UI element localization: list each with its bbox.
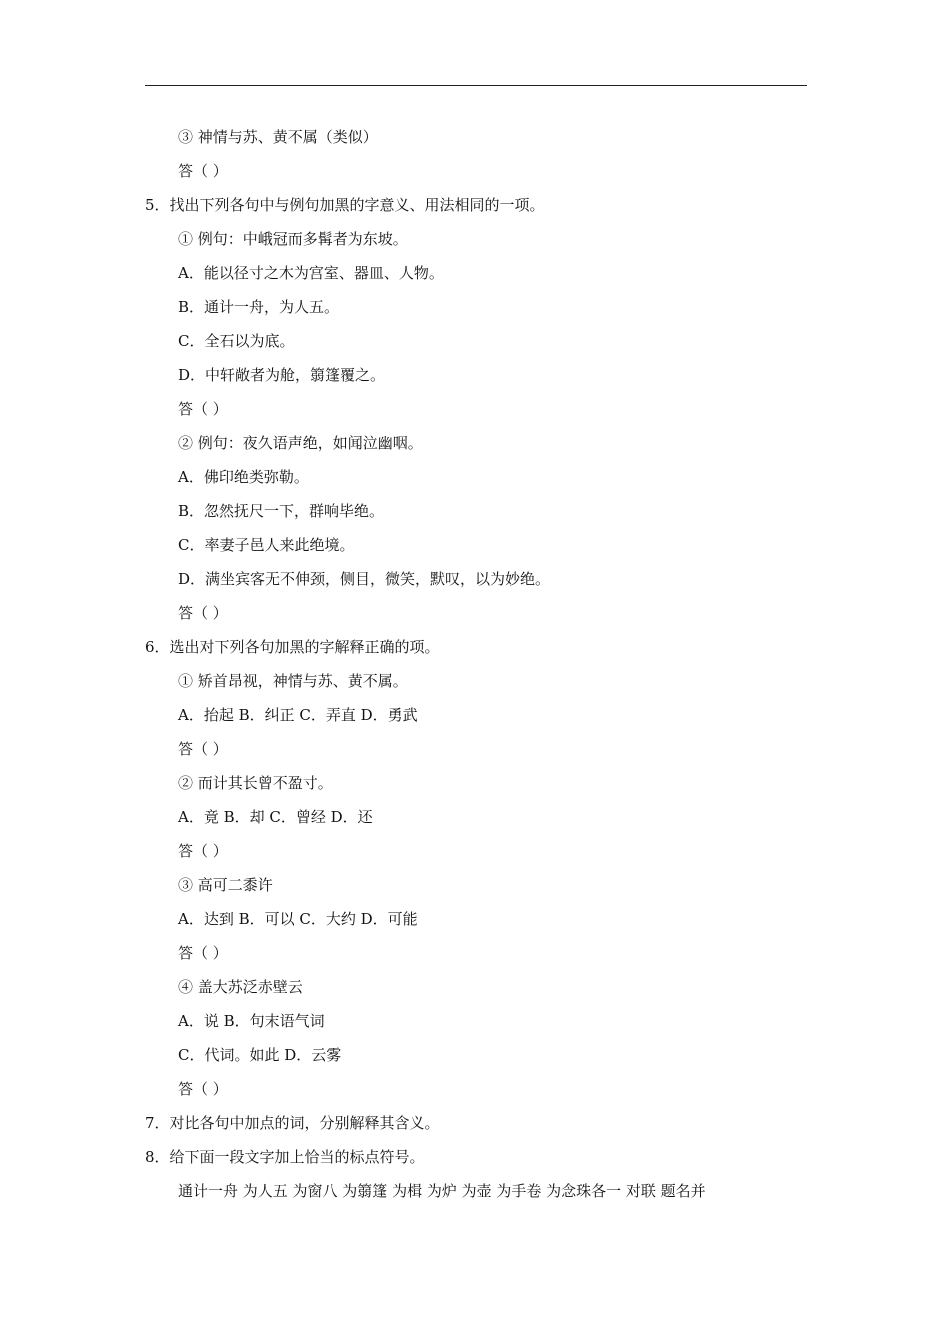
sub-item: ④ 盖大苏泛赤壁云 [178, 978, 303, 996]
option-c: C．全石以为底。 [178, 332, 295, 350]
sub-item: ③ 高可二黍许 [178, 876, 273, 894]
options-line: A．达到 B．可以 C．大约 D．可能 [178, 910, 418, 928]
answer-line: 答（ ） [178, 162, 228, 180]
answer-line: 答（ ） [178, 842, 228, 860]
question-6: 6．选出对下列各句加黑的字解释正确的项。 [145, 638, 440, 656]
option-d: D．中轩敞者为舱，篛篷覆之。 [178, 366, 386, 384]
question-5: 5．找出下列各句中与例句加黑的字意义、用法相同的一项。 [145, 196, 545, 214]
option-a: A．佛印绝类弥勒。 [178, 468, 309, 486]
passage-text: 通计一舟 为人五 为窗八 为篛篷 为楫 为炉 为壶 为手卷 为念珠各一 对联 题名并 [178, 1182, 706, 1200]
answer-line: 答（ ） [178, 740, 228, 758]
example-sentence: ① 例句：中峨冠而多髯者为东坡。 [178, 230, 408, 248]
sub-item: ② 而计其长曾不盈寸。 [178, 774, 333, 792]
options-line: A．竟 B．却 C．曾经 D．还 [178, 808, 373, 826]
question-8: 8．给下面一段文字加上恰当的标点符号。 [145, 1148, 425, 1166]
sub-item: ① 矫首昂视，神情与苏、黄不属。 [178, 672, 408, 690]
options-line: A．说 B．句末语气词 [178, 1012, 325, 1030]
option-d: D．满坐宾客无不伸颈，侧目，微笑，默叹，以为妙绝。 [178, 570, 551, 588]
answer-line: 答（ ） [178, 944, 228, 962]
option-a: A．能以径寸之木为宫室、器皿、人物。 [178, 264, 444, 282]
header-rule [145, 85, 807, 86]
answer-line: 答（ ） [178, 1080, 228, 1098]
question-7: 7．对比各句中加点的词，分别解释其含义。 [145, 1114, 440, 1132]
option-b: B．忽然抚尺一下，群响毕绝。 [178, 502, 385, 520]
options-line: A．抬起 B．纠正 C．弄直 D．勇武 [178, 706, 418, 724]
example-sentence: ② 例句：夜久语声绝，如闻泣幽咽。 [178, 434, 423, 452]
answer-line: 答（ ） [178, 604, 228, 622]
option-c: C．率妻子邑人来此绝境。 [178, 536, 355, 554]
option-b: B．通计一舟，为人五。 [178, 298, 340, 316]
answer-line: 答（ ） [178, 400, 228, 418]
text-line: ③ 神情与苏、黄不属（类似） [178, 128, 378, 146]
options-line: C．代词。如此 D．云雾 [178, 1046, 342, 1064]
